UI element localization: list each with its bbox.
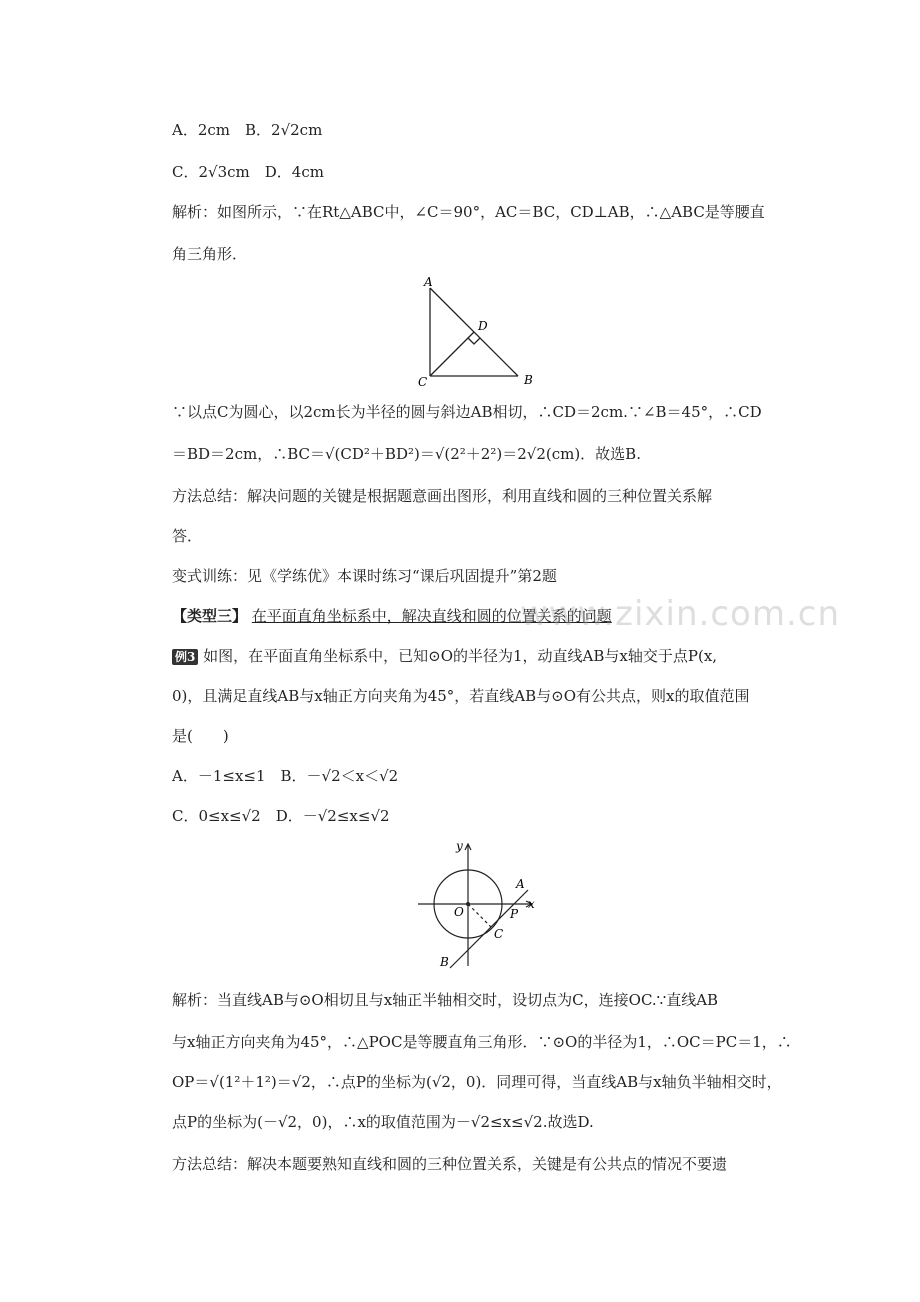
q2-analysis-line-2: 角三角形．	[172, 245, 248, 263]
q2-options-cd: C．2√3cm D．4cm	[172, 163, 324, 181]
right-angle-mark	[468, 338, 480, 344]
example3-analysis-line-2: 与x轴正方向夹角为45°，∴△POC是等腰直角三角形．∵⊙O的半径为1，∴OC＝PC＝1，∴	[172, 1033, 792, 1051]
fig1-label-d: D	[478, 319, 488, 333]
q2-method-line-1: 方法总结：解决问题的关键是根据题意画出图形，利用直线和圆的三种位置关系解	[172, 487, 713, 505]
variant-training: 变式训练：见《学练优》本课时练习“课后巩固提升”第2题	[172, 567, 557, 585]
example3-question-line-2: 0)，且满足直线AB与x轴正方向夹角为45°，若直线AB与⊙O有公共点，则x的取值范围	[172, 687, 750, 705]
segment-oc	[468, 904, 492, 928]
fig1-label-c: C	[418, 375, 428, 389]
triangle-figure	[412, 272, 542, 392]
fig2-label-o: O	[454, 905, 464, 919]
example3-analysis-line-1: 解析：当直线AB与⊙O相切且与x轴正半轴相交时，设切点为C，连接OC.∵直线AB	[172, 991, 719, 1009]
line-ab	[450, 890, 528, 968]
fig2-label-p: P	[510, 907, 519, 921]
example3-options-ab: A．－1≤x≤1 B．－√2＜x＜√2	[172, 767, 399, 785]
example3-options-cd: C．0≤x≤√2 D．－√2≤x≤√2	[172, 807, 390, 825]
q2-method-line-2: 答．	[172, 527, 203, 545]
fig2-label-x: x	[528, 897, 535, 911]
fig1-label-a: A	[424, 275, 433, 289]
q2-proof-line-2: ＝BD＝2cm，∴BC＝√(CD²＋BD²)＝√(2²＋2²)＝2√2(cm)．故选B.	[172, 445, 641, 463]
fig2-label-a: A	[516, 877, 525, 891]
q2-options-ab: A．2cm B．2√2cm	[172, 121, 323, 139]
circle-coordinate-figure	[414, 838, 544, 972]
type3-title: 在平面直角坐标系中，解决直线和圆的位置关系的问题	[251, 607, 612, 625]
q2-analysis-line-1: 解析：如图所示，∵在Rt△ABC中，∠C＝90°，AC＝BC，CD⊥AB，∴△ABC是等腰直	[172, 203, 765, 221]
q2-proof-line-1: ∵以点C为圆心，以2cm长为半径的圆与斜边AB相切，∴CD＝2cm.∵∠B＝45°，∴CD	[172, 403, 762, 421]
example3-analysis-line-4: 点P的坐标为(－√2，0)，∴x的取值范围为－√2≤x≤√2.故选D.	[172, 1113, 594, 1131]
origin-point	[466, 902, 470, 906]
fig2-label-y: y	[456, 839, 463, 853]
fig2-label-b: B	[440, 955, 449, 969]
example3-question-line-1	[172, 644, 717, 668]
example3-question-line-3: 是( )	[172, 727, 229, 745]
example3-method-line-1: 方法总结：解决本题要熟知直线和圆的三种位置关系，关键是有公共点的情况不要遗	[172, 1155, 728, 1173]
type3-tag: 【类型三】	[172, 607, 248, 625]
example3-analysis-line-3: OP＝√(1²＋1²)＝√2，∴点P的坐标为(√2，0)．同理可得，当直线AB与x轴负半轴相交时，	[172, 1073, 782, 1091]
triangle-altitude-cd	[430, 332, 474, 376]
example3-tag: 例3	[172, 649, 198, 665]
watermark: www.zixin.com.cn	[520, 594, 840, 634]
example3-question-text-1: 如图，在平面直角坐标系中，已知⊙O的半径为1，动直线AB与x轴交于点P(x,	[203, 647, 718, 665]
fig1-label-b: B	[524, 373, 533, 387]
fig2-label-c: C	[494, 927, 504, 941]
